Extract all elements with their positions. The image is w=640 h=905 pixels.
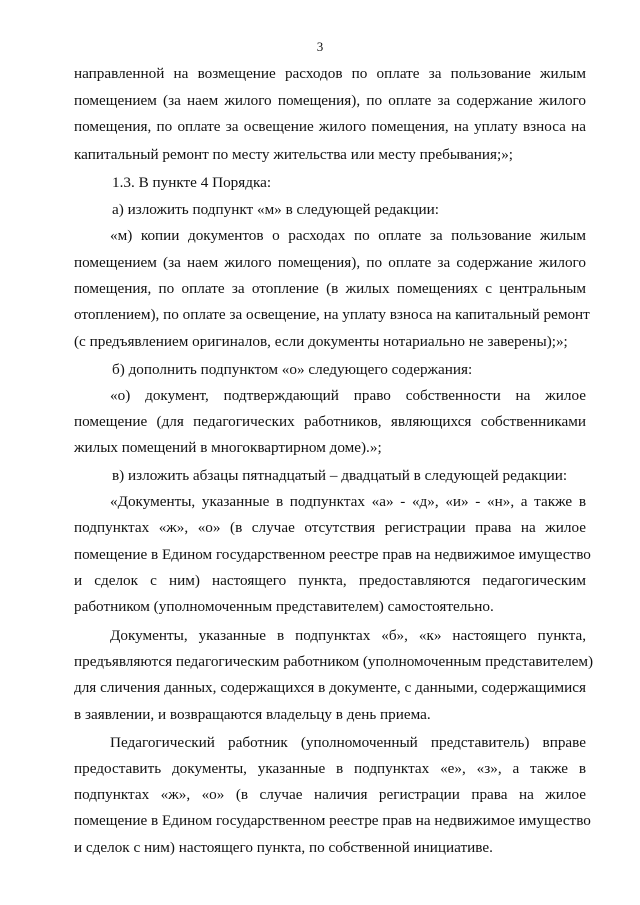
text-line: подпунктах «ж», «о» (в случае наличия регистрации права на жилое — [74, 786, 586, 803]
text-line: б) дополнить подпунктом «о» следующего содержания: — [112, 361, 473, 378]
text-line: Педагогический работник (уполномоченный представитель) вправе — [110, 734, 586, 751]
text-line: «м) копии документов о расходах по оплате за пользование жилым — [110, 227, 586, 244]
text-line: (с предъявлением оригиналов, если документы нотариально не заверены);»; — [74, 333, 568, 350]
text-line: подпунктах «ж», «о» (в случае отсутствия регистрации права на жилое — [74, 519, 586, 536]
text-line: помещением (за наем жилого помещения), по оплате за содержание жилого — [74, 92, 586, 109]
text-line: помещение в Едином государственном реестре прав на недвижимое имущество — [74, 812, 591, 829]
text-line: для сличения данных, содержащихся в документе, с данными, содержащимися — [74, 679, 586, 696]
text-line: Документы, указанные в подпунктах «б», «к» настоящего пункта, — [110, 627, 586, 644]
text-line: помещение (для педагогических работников, являющихся собственниками — [74, 413, 586, 430]
text-line: капитальный ремонт по месту жительства или месту пребывания;»; — [74, 146, 514, 163]
text-line: помещение в Едином государственном реестре прав на недвижимое имущество — [74, 546, 591, 563]
text-line: и сделок с ним) настоящего пункта, предоставляются педагогическим — [74, 572, 586, 589]
page-number: 3 — [316, 39, 324, 54]
text-line: предоставить документы, указанные в подпунктах «е», «з», а также в — [74, 760, 586, 777]
text-line: жилых помещений в многоквартирном доме).»; — [74, 439, 382, 456]
text-line: а) изложить подпункт «м» в следующей редакции: — [112, 201, 440, 218]
text-line: помещением (за наем жилого помещения), по оплате за содержание жилого — [74, 254, 586, 271]
text-line: «о) документ, подтверждающий право собственности на жилое — [110, 387, 586, 404]
text-line: «Документы, указанные в подпунктах «а» - «д», «и» - «н», а также в — [110, 493, 586, 510]
text-line: направленной на возмещение расходов по оплате за пользование жилым — [74, 65, 586, 82]
text-line: предъявляются педагогическим работником (уполномоченным представителем) — [74, 653, 594, 670]
text-line: помещения, по оплате за отопление (в жилых помещениях с центральным — [74, 280, 586, 297]
text-line: и сделок с ним) настоящего пункта, по собственной инициативе. — [74, 839, 493, 856]
text-line: в заявлении, и возвращаются владельцу в день приема. — [74, 706, 431, 723]
text-line: работником (уполномоченным представителем) самостоятельно. — [74, 598, 494, 615]
text-line: в) изложить абзацы пятнадцатый – двадцатый в следующей редакции: — [112, 467, 568, 484]
text-line: отоплением), по оплате за освещение, на уплату взноса на капитальный ремонт — [74, 306, 590, 323]
text-line: 1.3. В пункте 4 Порядка: — [112, 174, 272, 191]
text-line: помещения, по оплате за освещение жилого помещения, на уплату взноса на — [74, 118, 586, 135]
